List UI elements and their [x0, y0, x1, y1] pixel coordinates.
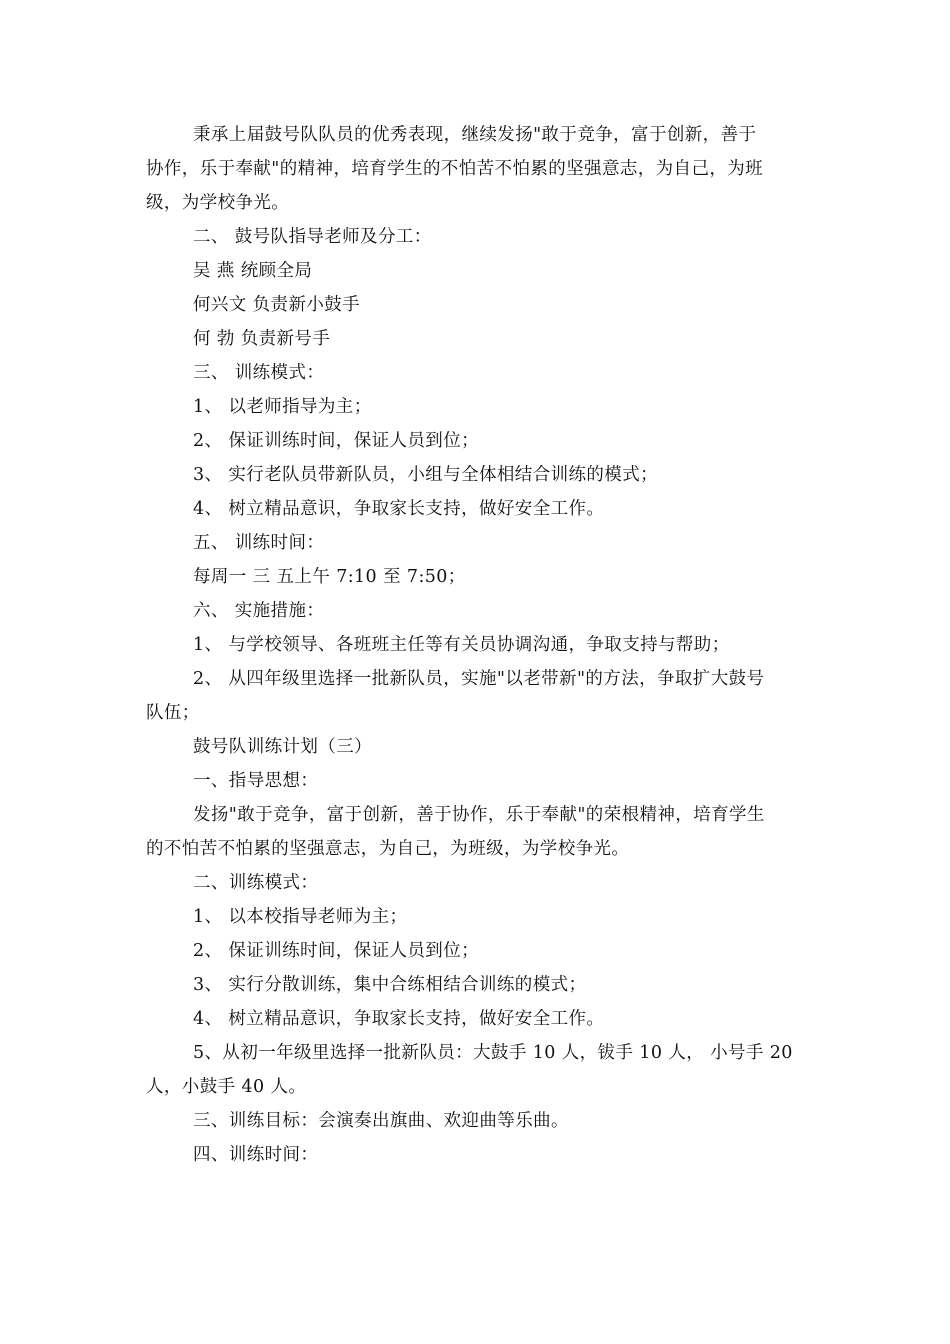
section-heading: 六、 实施措施：: [193, 601, 325, 621]
schedule-line: 每周一 三 五上午 7:10 至 7:50；: [193, 567, 466, 587]
section-heading: 三、 训练模式：: [193, 363, 325, 383]
list-item: 5、从初一年级里选择一批新队员：大鼓手 10 人，钹手 10 人， 小号手 20: [193, 1043, 793, 1063]
list-item: 1、 以老师指导为主；: [193, 397, 372, 417]
paragraph-line: 协作，乐于奉献"的精神，培育学生的不怕苦不怕累的坚强意志，为自己，为班: [146, 159, 764, 179]
list-item-continuation: 人，小鼓手 40 人。: [146, 1077, 307, 1097]
section-heading: 一、指导思想：: [193, 771, 319, 791]
list-item: 2、 保证训练时间，保证人员到位；: [193, 431, 479, 451]
section-heading: 二、训练模式：: [193, 873, 319, 893]
section-heading: 二、 鼓号队指导老师及分工：: [193, 227, 432, 247]
section-heading: 三、训练目标：会演奏出旗曲、欢迎曲等乐曲。: [193, 1111, 569, 1131]
list-item: 1、 与学校领导、各班班主任等有关员协调沟通，争取支持与帮助；: [193, 635, 730, 655]
staff-entry: 吴 燕 统顾全局: [193, 261, 313, 281]
staff-entry: 何兴文 负责新小鼓手: [193, 295, 361, 315]
paragraph-line: 秉承上届鼓号队队员的优秀表现，继续发扬"敢于竞争，富于创新，善于: [193, 125, 757, 145]
section-heading: 四、训练时间：: [193, 1145, 319, 1165]
list-item: 2、 保证训练时间，保证人员到位；: [193, 941, 479, 961]
list-item: 2、 从四年级里选择一批新队员，实施"以老带新"的方法，争取扩大鼓号: [193, 669, 765, 689]
list-item-continuation: 队伍；: [146, 703, 200, 723]
section-heading: 五、 训练时间：: [193, 533, 325, 553]
paragraph-line: 发扬"敢于竞争，富于创新，善于协作，乐于奉献"的荣根精神，培育学生: [193, 805, 765, 825]
list-item: 4、 树立精品意识，争取家长支持，做好安全工作。: [193, 1009, 605, 1029]
list-item: 1、 以本校指导老师为主；: [193, 907, 408, 927]
document-subtitle: 鼓号队训练计划（三）: [193, 737, 372, 757]
list-item: 3、 实行分散训练，集中合练相结合训练的模式；: [193, 975, 587, 995]
paragraph-line: 的不怕苦不怕累的坚强意志，为自己，为班级，为学校争光。: [146, 839, 630, 859]
staff-entry: 何 勃 负责新号手: [193, 329, 331, 349]
list-item: 3、 实行老队员带新队员，小组与全体相结合训练的模式；: [193, 465, 658, 485]
list-item: 4、 树立精品意识，争取家长支持，做好安全工作。: [193, 499, 605, 519]
paragraph-line: 级，为学校争光。: [146, 193, 290, 213]
document-body: [146, 118, 806, 1172]
